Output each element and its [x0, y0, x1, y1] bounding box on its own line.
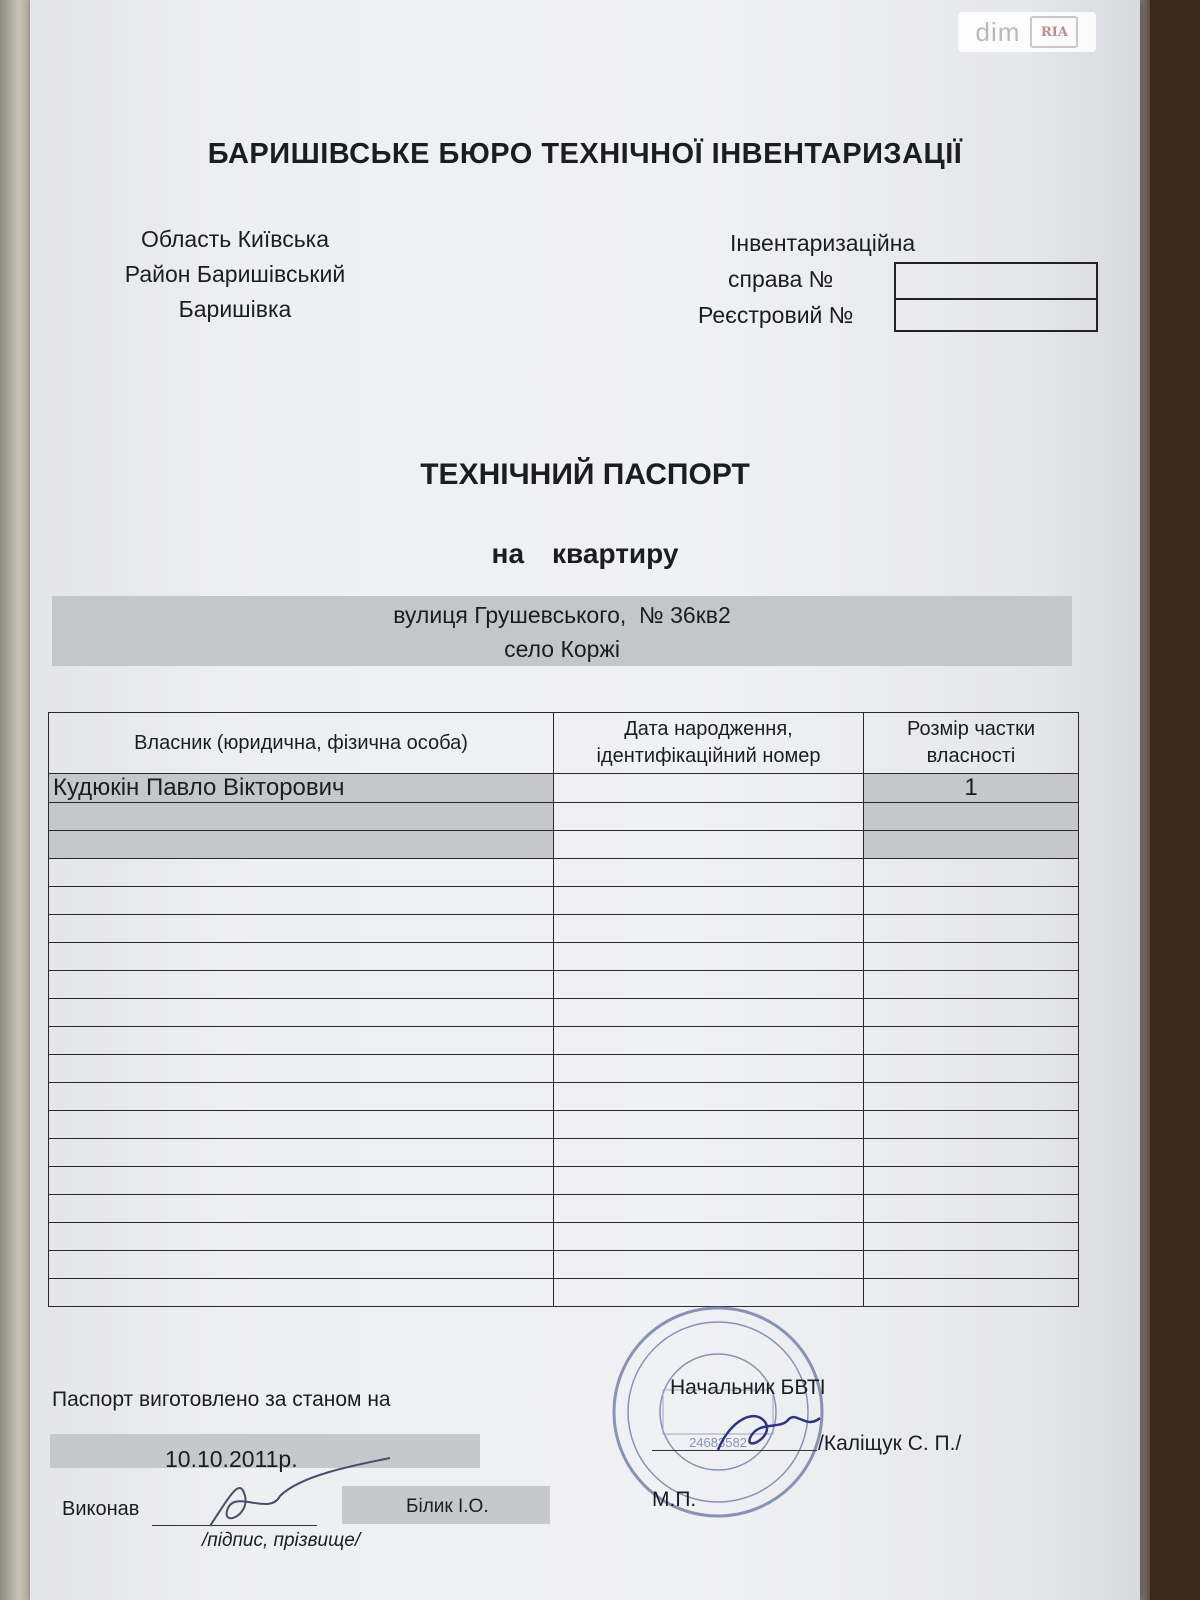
birthdate-id-cell: [554, 774, 864, 803]
birthdate-id-cell: [554, 971, 864, 999]
table-row: [49, 1055, 1079, 1083]
city: Баришівка: [178, 296, 292, 322]
owner-cell: [49, 915, 554, 943]
birthdate-id-cell: [554, 1139, 864, 1167]
share-cell: [864, 1279, 1079, 1307]
table-row: [49, 1251, 1079, 1279]
prepared-date: 10.10.2011р.: [165, 1446, 298, 1472]
birthdate-id-cell: [554, 1083, 864, 1111]
share-cell: [864, 1055, 1079, 1083]
owner-column-header: Власник (юридична, фізична особа): [49, 713, 554, 774]
share-column-header: Розмір частки власності: [864, 713, 1079, 774]
bureau-title: БАРИШІВСЬКЕ БЮРО ТЕХНІЧНОЇ ІНВЕНТАРИЗАЦІЇ: [207, 138, 963, 170]
birthdate-id-cell: [554, 831, 864, 859]
table-row: [49, 859, 1079, 887]
table-row: [49, 774, 1079, 803]
table-row: [49, 999, 1079, 1027]
prepared-label: Паспорт виготовлено за станом на: [52, 1388, 391, 1411]
owner-cell: [49, 943, 554, 971]
watermark-text: dim: [975, 16, 1021, 47]
birthdate-id-cell: [554, 943, 864, 971]
stamp-code: 24683582: [689, 1435, 747, 1450]
share-cell: [864, 1251, 1079, 1279]
table-row: [49, 1111, 1079, 1139]
share-cell: [864, 1111, 1079, 1139]
raion: Район Баришівський: [124, 261, 346, 287]
subtitle-prefix: на: [491, 538, 525, 569]
watermark: [958, 12, 1096, 52]
birthdate-id-cell: [554, 1195, 864, 1223]
table-row: [49, 1223, 1079, 1251]
owner-cell: [49, 999, 554, 1027]
birthdate-id-cell: [554, 803, 864, 831]
owner-cell: [49, 1195, 554, 1223]
street-address: вулиця Грушевського, № 36кв2: [393, 602, 731, 628]
birthdate-id-cell: [554, 1027, 864, 1055]
signature-caption: /підпис, прізвище/: [202, 1530, 361, 1551]
document-subtitle: [30, 538, 1140, 570]
share-cell: [864, 887, 1079, 915]
share-cell: [864, 999, 1079, 1027]
birthdate-id-cell: [554, 1055, 864, 1083]
case-number-box: [894, 262, 1098, 300]
owner-cell: [49, 803, 554, 831]
seal-label: М.П.: [652, 1488, 697, 1511]
executor-name: Білик І.О.: [406, 1496, 489, 1517]
share-cell: [864, 1167, 1079, 1195]
owner-cell: [49, 859, 554, 887]
village: село Коржі: [504, 636, 620, 662]
owner-cell: [49, 831, 554, 859]
subtitle-object: квартиру: [552, 538, 679, 569]
case-number-label: справа №: [728, 266, 834, 292]
owner-cell: [49, 1027, 554, 1055]
owner-cell: [49, 1167, 554, 1195]
share-cell: [864, 943, 1079, 971]
oblast: Область Київська: [140, 226, 330, 252]
birthdate-id-cell: [554, 1167, 864, 1195]
birthdate-id-cell: [554, 1111, 864, 1139]
address-band: [52, 596, 1072, 666]
share-cell: [864, 971, 1079, 999]
table-row: [49, 1027, 1079, 1055]
owner-cell: [49, 1251, 554, 1279]
share-cell: [864, 1027, 1079, 1055]
birthdate-id-cell: [554, 915, 864, 943]
birthdate-id-cell: [554, 1251, 864, 1279]
share-cell: [864, 1223, 1079, 1251]
table-row: [49, 887, 1079, 915]
birthdate-id-column-header: Дата народження, ідентифікаційний номер: [554, 713, 864, 774]
owner-cell: [49, 1223, 554, 1251]
chief-label: Начальник БВТІ: [670, 1376, 826, 1399]
table-row: [49, 915, 1079, 943]
location-block: [100, 222, 370, 327]
share-cell: [864, 1195, 1079, 1223]
owner-cell: [49, 1083, 554, 1111]
ria-logo-icon: RIA: [1030, 16, 1078, 48]
owner-cell: [49, 1139, 554, 1167]
registry-number-label: Реєстровий №: [698, 302, 854, 328]
birthdate-id-cell: [554, 1223, 864, 1251]
birthdate-id-cell: [554, 887, 864, 915]
share-cell: [864, 803, 1079, 831]
share-cell: [864, 1139, 1079, 1167]
table-row: [49, 1139, 1079, 1167]
owner-cell: [49, 1055, 554, 1083]
share-cell: [864, 1083, 1079, 1111]
owners-table: [48, 712, 1079, 1307]
inventory-label: Інвентаризаційна: [730, 230, 916, 256]
owners-table-header: [49, 713, 1079, 774]
table-row: [49, 1167, 1079, 1195]
table-row: [49, 943, 1079, 971]
table-row: [49, 803, 1079, 831]
chief-signature-icon: [710, 1400, 830, 1460]
owner-cell: [49, 1279, 554, 1307]
chief-name: /Каліщук С. П./: [818, 1432, 962, 1455]
share-cell: [864, 859, 1079, 887]
owner-cell: [49, 971, 554, 999]
owner-cell: Кудюкін Павло Вікторович: [49, 774, 554, 803]
table-row: [49, 1083, 1079, 1111]
share-cell: 1: [864, 774, 1079, 803]
binder-edge: [0, 0, 34, 1600]
share-cell: [864, 831, 1079, 859]
table-row: [49, 971, 1079, 999]
birthdate-id-cell: [554, 859, 864, 887]
birthdate-id-cell: [554, 999, 864, 1027]
document-page: [30, 0, 1140, 1600]
executed-label: Виконав: [62, 1498, 140, 1520]
table-row: [49, 831, 1079, 859]
registry-number-box: [894, 298, 1098, 332]
document-title: ТЕХНІЧНИЙ ПАСПОРТ: [420, 458, 750, 491]
table-row: [49, 1279, 1079, 1307]
owner-cell: [49, 1111, 554, 1139]
executor-signature-icon: [200, 1456, 400, 1536]
owner-cell: [49, 887, 554, 915]
share-cell: [864, 915, 1079, 943]
table-row: [49, 1195, 1079, 1223]
